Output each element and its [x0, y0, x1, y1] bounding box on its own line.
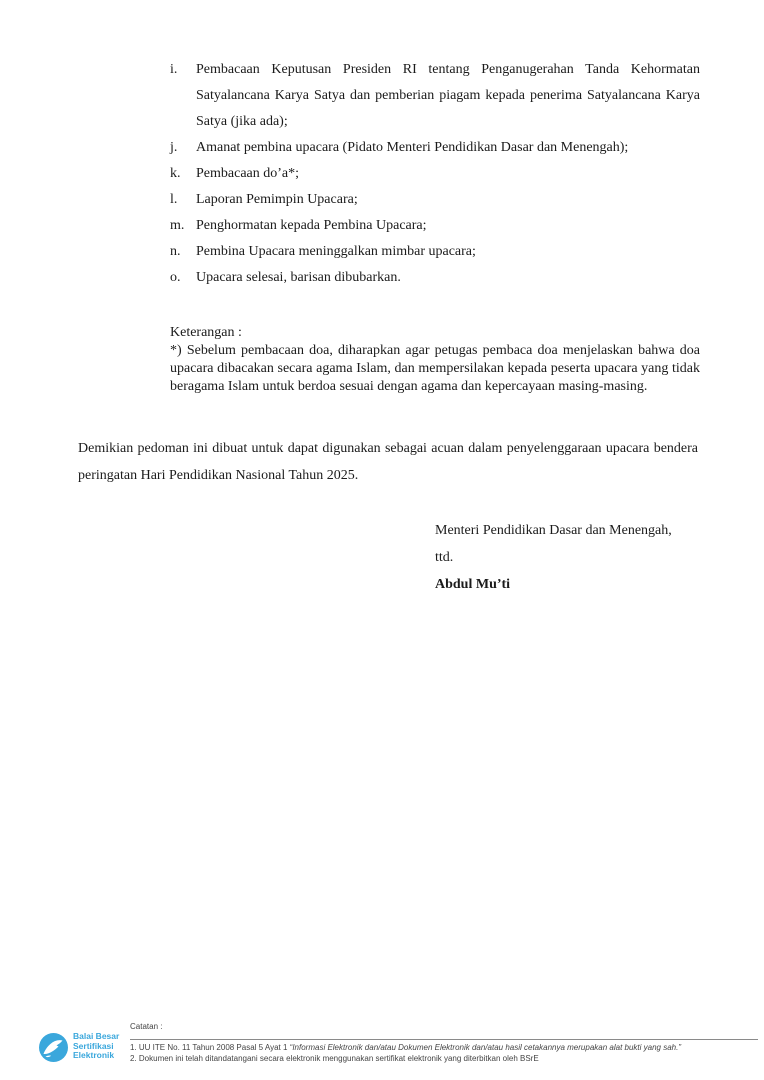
- footer-note-2: [130, 1053, 762, 1064]
- bsre-logo-text: [73, 1032, 119, 1061]
- signature-name: Abdul Mu’ti: [435, 577, 511, 592]
- footer-note-2-text: 2. Dokumen ini telah ditandatangani secara elektronik menggunakan sertifikat elektronik yang diterbitkan oleh BSrE: [130, 1054, 539, 1063]
- list-item-marker: l.: [170, 192, 178, 207]
- catatan-label: Catatan :: [130, 1022, 163, 1031]
- signature-title: Menteri Pendidikan Dasar dan Menengah,: [435, 523, 672, 538]
- list-item-text: Upacara selesai, barisan dibubarkan.: [196, 270, 401, 285]
- list-item-marker: m.: [170, 218, 185, 233]
- list-item-text: Amanat pembina upacara (Pidato Menteri Pendidikan Dasar dan Menengah);: [196, 140, 629, 155]
- list-item-marker: i.: [170, 62, 178, 77]
- footer-note-1-text: 1. UU ITE No. 11 Tahun 2008 Pasal 5 Ayat 1: [130, 1043, 290, 1052]
- list-item: [170, 57, 700, 135]
- list-item: [170, 187, 700, 213]
- footer-note-1: [130, 1042, 762, 1053]
- footer-divider: [130, 1039, 758, 1040]
- keterangan-body: *) Sebelum pembacaan doa, diharapkan agar petugas pembaca doa menjelaskan bahwa doa upacara dibacakan secara agama Islam, dan mempersilakan kepada peserta upacara yang tidak beragama Islam untuk berdoa sesuai dengan agama dan kepercayaan masing-masing.: [170, 343, 700, 394]
- signature-ttd: ttd.: [435, 550, 454, 565]
- list-item: [170, 135, 700, 161]
- list-item-marker: o.: [170, 270, 181, 285]
- list-item-text: Pembacaan Keputusan Presiden RI tentang Penganugerahan Tanda Kehormatan Satyalancana Karya Satya dan pemberian piagam kepada penerima Satyalancana Karya Satya (jika ada);: [196, 62, 700, 129]
- bsre-logo-line1: Balai Besar: [73, 1031, 120, 1041]
- list-item: [170, 239, 700, 265]
- list-item: [170, 213, 700, 239]
- bsre-logo-line3: Elektronik: [73, 1050, 115, 1060]
- keterangan-block: [170, 324, 700, 396]
- list-item-text: Laporan Pemimpin Upacara;: [196, 192, 358, 207]
- bsre-logo-line2: Sertifikasi: [73, 1040, 114, 1051]
- signature-block: [435, 517, 672, 598]
- list-item-text: Penghormatan kepada Pembina Upacara;: [196, 218, 427, 233]
- bsre-logo-svg: [39, 1033, 68, 1062]
- ceremony-steps-list: [170, 57, 700, 291]
- keterangan-heading: Keterangan :: [170, 325, 242, 340]
- list-item-marker: n.: [170, 244, 181, 259]
- list-item-marker: j.: [170, 140, 178, 155]
- footer-notes: [130, 1042, 762, 1064]
- bsre-logo-icon: [39, 1033, 68, 1062]
- list-item-text: Pembina Upacara meninggalkan mimbar upacara;: [196, 244, 476, 259]
- closing-paragraph: Demikian pedoman ini dibuat untuk dapat digunakan sebagai acuan dalam penyelenggaraan upacara bendera peringatan Hari Pendidikan Nasional Tahun 2025.: [78, 441, 698, 483]
- list-item: [170, 161, 700, 187]
- list-item-marker: k.: [170, 166, 181, 181]
- list-item-text: Pembacaan do’a*;: [196, 166, 300, 181]
- footer-note-1-italic: “Informasi Elektronik dan/atau Dokumen Elektronik dan/atau hasil cetakannya merupakan alat bukti yang sah.”: [289, 1043, 681, 1052]
- list-item: [170, 265, 700, 291]
